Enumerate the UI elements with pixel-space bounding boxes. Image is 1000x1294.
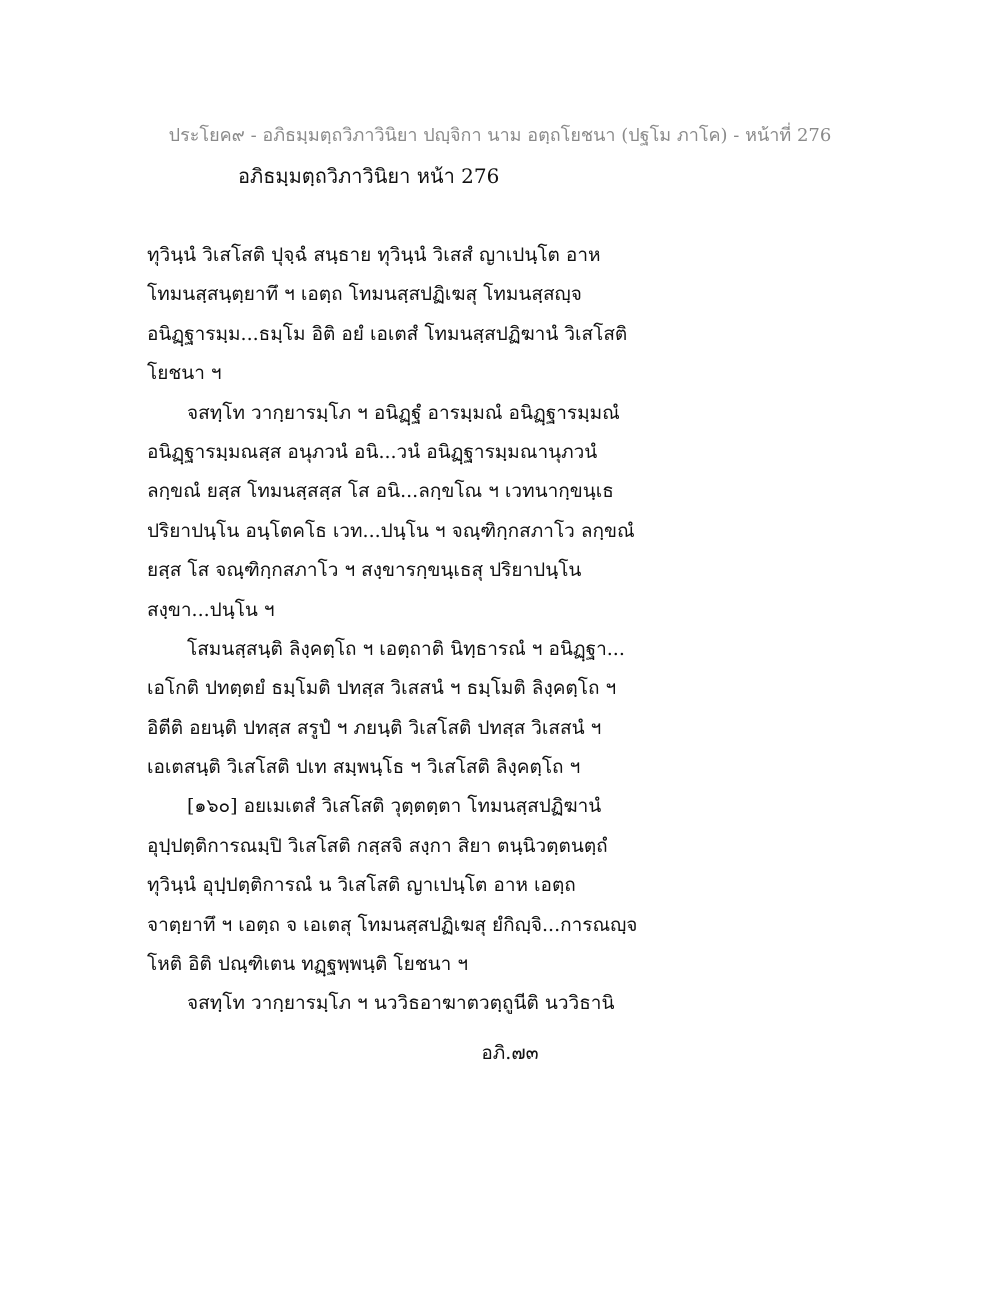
text-line-paragraph-start: จสทฺโท วากฺยารมฺโภ ฯ นววิธอาฆาตวตฺถูนีติ นววิธานิ <box>187 992 615 1015</box>
text-line: เอโกติ ปทตฺตยํ ธมฺโมติ ปทสฺส วิเสสนํ ฯ ธมฺโมติ ลิงฺคตฺโถ ฯ <box>147 677 617 700</box>
book-page-header: อภิธมฺมตฺถวิภาวินิยา หน้า 276 <box>238 164 500 188</box>
text-line: ทุวินฺนํ อุปฺปตฺติการณํ น วิเสโสติ ญาเปนฺโต อาห เอตฺถ <box>147 874 576 897</box>
text-line: อุปฺปตฺติการณมฺปิ วิเสโสติ กสฺสจิ สงฺกา สิยา ตนฺนิวตฺตนตฺถํ <box>147 834 608 857</box>
body-text <box>147 236 667 1024</box>
text-line: สงฺขา...ปนฺโน ฯ <box>147 598 275 621</box>
text-line-paragraph-start: จสทฺโท วากฺยารมฺโภ ฯ อนิฏฺฐํ อารมฺมณํ อนิฏฺฐารมฺมณํ <box>187 401 620 424</box>
text-line: โทมนสฺสนฺตฺยาทึ ฯ เอตฺถ โทมนสฺสปฏิเฆสุ โทมนสฺสญฺจ <box>147 283 582 306</box>
text-line: ลกฺขณํ ยสฺส โทมนสฺสสฺส โส อนิ...ลกฺขโณ ฯ เวทนากฺขนฺเธ <box>147 480 614 503</box>
text-line: ปริยาปนฺโน อนฺโตคโธ เวท...ปนฺโน ฯ จณฺฑิกฺกสภาโว ลกฺขณํ <box>147 519 635 542</box>
text-line: อิตีติ อยนฺติ ปทสฺส สรูปํ ฯ ภยนฺติ วิเสโสติ ปทสฺส วิเสสนํ ฯ <box>147 716 602 739</box>
text-line-paragraph-start: [๑๖๐] อยเมเตสํ วิเสโสติ วุตฺตตฺตา โทมนสฺสปฏิฆานํ <box>187 795 602 818</box>
footer-page-reference: อภิ.๗๓ <box>481 1042 539 1064</box>
text-line: โยชนา ฯ <box>147 362 222 385</box>
text-line: อนิฏฺฐารมฺม...ธมฺโม อิติ อยํ เอเตสํ โทมนสฺสปฏิฆานํ วิเสโสติ <box>147 322 628 345</box>
text-line: จาตฺยาทึ ฯ เอตฺถ จ เอเตสุ โทมนสฺสปฏิเฆสุ ยํกิญฺจิ...การณญฺจ <box>147 913 638 936</box>
text-line-paragraph-start: โสมนสฺสนฺติ ลิงฺคตฺโถ ฯ เอตฺถาติ นิทฺธารณํ ฯ อนิฏฺฐา... <box>187 637 625 660</box>
text-line: ยสฺส โส จณฺฑิกฺกสภาโว ฯ สงฺขารกฺขนฺเธสุ ปริยาปนฺโน <box>147 559 582 582</box>
running-header: ประโยค๙ - อภิธมฺมตฺถวิภาวินิยา ปญฺจิกา นาม อตฺถโยชนา (ปฐโม ภาโค) - หน้าที่ 276 <box>168 125 832 146</box>
text-line: โหติ อิติ ปณฺฑิเตน ทฏฺฐพฺพนฺติ โยชนา ฯ <box>147 953 468 976</box>
text-line: ทุวินฺนํ วิเสโสติ ปุจฺฉํ สนฺธาย ทุวินฺนํ วิเสสํ ญาเปนฺโต อาห <box>147 244 601 266</box>
text-line: เอเตสนฺติ วิเสโสติ ปเท สมฺพนฺโธ ฯ วิเสโสติ ลิงฺคตฺโถ ฯ <box>147 756 581 779</box>
text-line: อนิฏฺฐารมฺมณสฺส อนุภวนํ อนิ...วนํ อนิฏฺฐารมฺมณานุภวนํ <box>147 440 598 463</box>
